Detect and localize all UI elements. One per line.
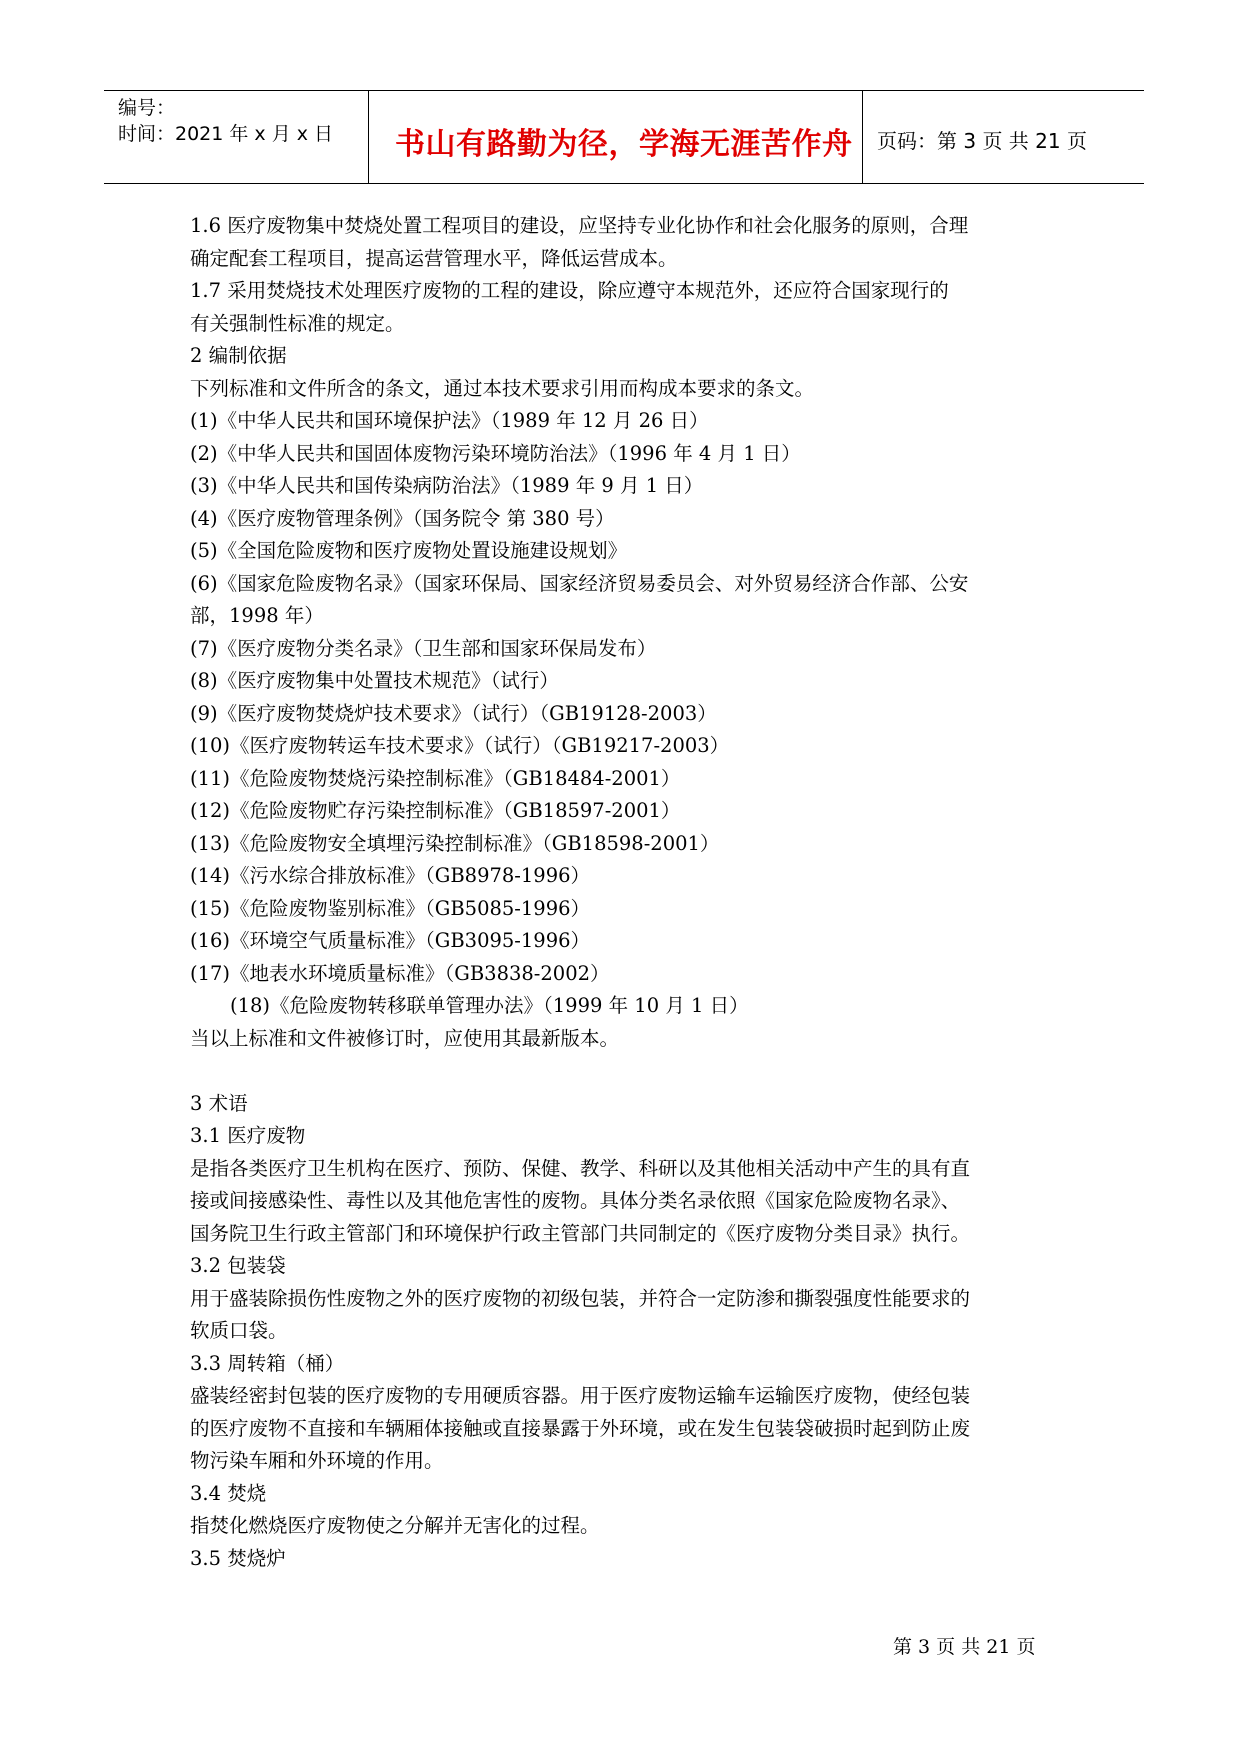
- reference-item: (17)《地表水环境质量标准》（GB3838-2002）: [190, 961, 610, 985]
- blank-line: [190, 1055, 1060, 1088]
- reference-item: (5)《全国危险废物和医疗废物处置设施建设规划》: [190, 539, 628, 562]
- text-line: 有关强制性标准的规定。: [190, 311, 405, 335]
- text-line: 的医疗废物不直接和车辆厢体接触或直接暴露于外环境，或在发生包装袋破损时起到防止废: [190, 1416, 971, 1440]
- subsection-heading: 3.3 周转箱（桶）: [190, 1351, 345, 1375]
- reference-item: (7)《医疗废物分类名录》（卫生部和国家环保局发布）: [190, 636, 657, 660]
- text-line: 盛装经密封包装的医疗废物的专用硬质容器。用于医疗废物运输车运输医疗废物，使经包装: [190, 1384, 971, 1407]
- section-heading: 3 术语: [190, 1091, 248, 1115]
- header-left-cell: [104, 91, 369, 183]
- text-line: 下列标准和文件所含的条文，通过本技术要求引用而构成本要求的条文。: [190, 376, 815, 400]
- reference-item: (16)《环境空气质量标准》（GB3095-1996）: [190, 929, 591, 952]
- reference-item: (15)《危险废物鉴别标准》（GB5085-1996）: [190, 896, 591, 920]
- header-motto: 书山有路勤为径，学海无涯苦作舟: [395, 127, 853, 162]
- text-line: 1.7 采用焚烧技术处理医疗废物的工程的建设，除应遵守本规范外，还应符合国家现行的: [190, 279, 949, 302]
- text-line: 当以上标准和文件被修订时，应使用其最新版本。: [190, 1026, 620, 1050]
- text-line: 用于盛装除损伤性废物之外的医疗废物的初级包装，并符合一定防渗和撕裂强度性能要求的: [190, 1286, 971, 1310]
- subsection-heading: 3.1 医疗废物: [190, 1124, 306, 1147]
- document-time-label: 时间：2021 年 x 月 x 日: [118, 123, 334, 145]
- reference-item: (9)《医疗废物焚烧炉技术要求》（试行）（GB19128-2003）: [190, 701, 717, 725]
- reference-item: (2)《中华人民共和国固体废物污染环境防治法》（1996 年 4 月 1 日）: [190, 441, 801, 465]
- subsection-heading: 3.2 包装袋: [190, 1254, 286, 1277]
- text-line: 是指各类医疗卫生机构在医疗、预防、保健、教学、科研以及其他相关活动中产生的具有直: [190, 1156, 971, 1180]
- reference-item: (14)《污水综合排放标准》（GB8978-1996）: [190, 864, 591, 887]
- header-page-info: 页码：第 3 页 共 21 页: [877, 129, 1087, 153]
- text-line: 确定配套工程项目，提高运营管理水平，降低运营成本。: [190, 246, 678, 270]
- section-heading: 2 编制依据: [190, 344, 287, 367]
- header-center-cell: [369, 91, 863, 183]
- reference-item: (18)《危险废物转移联单管理办法》（1999 年 10 月 1 日）: [230, 994, 749, 1017]
- reference-item: (6)《国家危险废物名录》（国家环保局、国家经济贸易委员会、对外贸易经济合作部、公安: [190, 571, 969, 595]
- text-line: 国务院卫生行政主管部门和环境保护行政主管部门共同制定的《医疗废物分类目录》执行。: [190, 1221, 971, 1245]
- text-line: 物污染车厢和外环境的作用。: [190, 1449, 444, 1472]
- document-number-label: 编号：: [118, 97, 176, 119]
- reference-item: (3)《中华人民共和国传染病防治法》（1989 年 9 月 1 日）: [190, 474, 704, 497]
- reference-item: (4)《医疗废物管理条例》（国务院令 第 380 号）: [190, 506, 615, 530]
- reference-item: (12)《危险废物贮存污染控制标准》（GB18597-2001）: [190, 799, 681, 822]
- text-line: 接或间接感染性、毒性以及其他危害性的废物。具体分类名录依照《国家危险废物名录》、: [190, 1189, 961, 1212]
- page-footer: 第 3 页 共 21 页: [893, 1636, 1036, 1658]
- reference-item: (11)《危险废物焚烧污染控制标准》（GB18484-2001）: [190, 766, 681, 790]
- text-line: 软质口袋。: [190, 1319, 288, 1342]
- reference-item: (8)《医疗废物集中处置技术规范》（试行）: [190, 669, 559, 692]
- subsection-heading: 3.4 焚烧: [190, 1481, 267, 1505]
- subsection-heading: 3.5 焚烧炉: [190, 1546, 286, 1570]
- reference-item: (13)《危险废物安全填埋污染控制标准》（GB18598-2001）: [190, 831, 720, 855]
- text-line: 指焚化燃烧医疗废物使之分解并无害化的过程。: [190, 1514, 600, 1537]
- reference-item: (1)《中华人民共和国环境保护法》（1989 年 12 月 26 日）: [190, 409, 709, 432]
- reference-item: (10)《医疗废物转运车技术要求》（试行）（GB19217-2003）: [190, 734, 730, 757]
- reference-item-continued: 部，1998 年）: [190, 604, 324, 627]
- text-line: 1.6 医疗废物集中焚烧处置工程项目的建设，应坚持专业化协作和社会化服务的原则，合理: [190, 214, 969, 237]
- document-body: [190, 210, 1060, 1575]
- page-header-table: [104, 90, 1144, 184]
- header-right-cell: [863, 91, 1144, 183]
